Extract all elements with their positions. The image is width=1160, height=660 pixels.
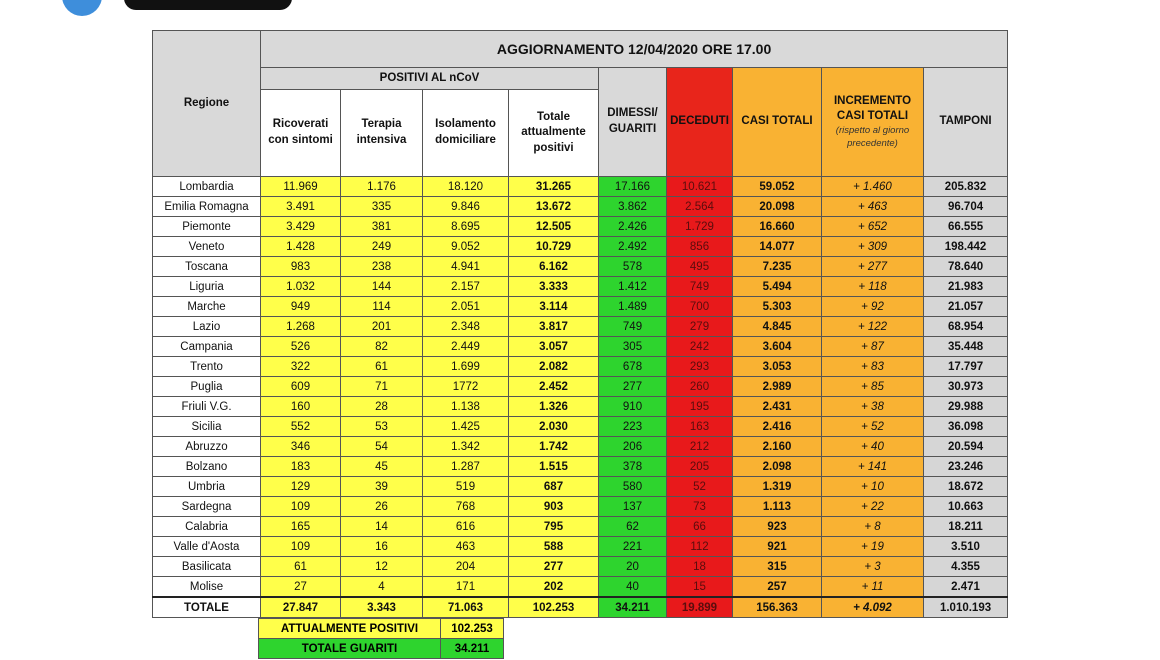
cell-regione: TOTALE [153,597,261,618]
cell-isolamento: 1.287 [423,457,509,477]
cell-isolamento: 463 [423,537,509,557]
cell-ricoverati: 109 [261,537,341,557]
cell-isolamento: 616 [423,517,509,537]
cell-dimessi: 223 [599,417,667,437]
cell-casi-totali: 2.431 [733,397,822,417]
cell-isolamento: 1.699 [423,357,509,377]
cell-terapia: 4 [341,577,423,598]
cell-regione: Liguria [153,277,261,297]
cell-deceduti: 260 [667,377,733,397]
cell-ricoverati: 949 [261,297,341,317]
cell-incremento: + 309 [822,237,924,257]
cell-deceduti: 495 [667,257,733,277]
cell-casi-totali: 5.303 [733,297,822,317]
cell-deceduti: 242 [667,337,733,357]
cell-terapia: 238 [341,257,423,277]
cell-totale-positivi: 6.162 [509,257,599,277]
cell-ricoverati: 160 [261,397,341,417]
cell-terapia: 249 [341,237,423,257]
cell-deceduti: 279 [667,317,733,337]
cell-ricoverati: 183 [261,457,341,477]
cell-casi-totali: 2.989 [733,377,822,397]
cell-casi-totali: 7.235 [733,257,822,277]
cell-totale-positivi: 1.742 [509,437,599,457]
header-incremento [822,68,924,177]
cell-regione: Molise [153,577,261,598]
cell-ricoverati: 609 [261,377,341,397]
cell-deceduti: 2.564 [667,197,733,217]
header-incremento-note: (rispetto al giorno precedente) [835,124,910,149]
header-terapia: Terapia intensiva [341,90,423,177]
cell-terapia: 54 [341,437,423,457]
header-tamponi: TAMPONI [924,68,1008,177]
cell-dimessi: 221 [599,537,667,557]
cell-dimessi: 749 [599,317,667,337]
cell-totale-positivi: 12.505 [509,217,599,237]
cell-tamponi: 4.355 [924,557,1008,577]
cell-regione: Lombardia [153,177,261,197]
cell-tamponi: 68.954 [924,317,1008,337]
cell-ricoverati: 109 [261,497,341,517]
cell-casi-totali: 3.053 [733,357,822,377]
table-row [153,557,1008,577]
cell-ricoverati: 346 [261,437,341,457]
cell-dimessi: 137 [599,497,667,517]
cell-regione: Lazio [153,317,261,337]
cell-regione: Campania [153,337,261,357]
cell-incremento: + 52 [822,417,924,437]
cell-terapia: 201 [341,317,423,337]
header-positivi-group: POSITIVI AL nCoV [261,68,599,90]
cell-totale-positivi: 3.817 [509,317,599,337]
cell-casi-totali: 3.604 [733,337,822,357]
cell-deceduti: 293 [667,357,733,377]
cell-casi-totali: 2.160 [733,437,822,457]
cell-deceduti: 700 [667,297,733,317]
cell-totale-positivi: 13.672 [509,197,599,217]
cell-totale-positivi: 588 [509,537,599,557]
cell-isolamento: 1.138 [423,397,509,417]
summary-value: 102.253 [441,619,504,639]
cell-deceduti: 18 [667,557,733,577]
summary-row [259,639,504,659]
cell-regione: Umbria [153,477,261,497]
cell-regione: Marche [153,297,261,317]
cell-regione: Basilicata [153,557,261,577]
covid-regions-table [152,30,1008,618]
cell-terapia: 3.343 [341,597,423,618]
cell-ricoverati: 322 [261,357,341,377]
cell-deceduti: 15 [667,577,733,598]
table-row [153,297,1008,317]
cell-dimessi: 2.426 [599,217,667,237]
top-bar-pill [124,0,292,10]
cell-totale-positivi: 2.082 [509,357,599,377]
cell-terapia: 16 [341,537,423,557]
table-row [153,237,1008,257]
table-row [153,477,1008,497]
cell-isolamento: 204 [423,557,509,577]
cell-tamponi: 18.672 [924,477,1008,497]
summary-value: 34.211 [441,639,504,659]
cell-tamponi: 20.594 [924,437,1008,457]
cell-incremento: + 87 [822,337,924,357]
cell-regione: Puglia [153,377,261,397]
cell-dimessi: 305 [599,337,667,357]
cell-dimessi: 20 [599,557,667,577]
cell-terapia: 1.176 [341,177,423,197]
cell-dimessi: 910 [599,397,667,417]
cell-regione: Trento [153,357,261,377]
cell-ricoverati: 3.491 [261,197,341,217]
header-dimessi: DIMESSI/ GUARITI [599,68,667,177]
cell-casi-totali: 20.098 [733,197,822,217]
cell-isolamento: 768 [423,497,509,517]
cell-isolamento: 8.695 [423,217,509,237]
header-deceduti: DECEDUTI [667,68,733,177]
cell-tamponi: 198.442 [924,237,1008,257]
header-totale-positivi: Totale attualmente positivi [509,90,599,177]
cell-ricoverati: 165 [261,517,341,537]
cell-terapia: 381 [341,217,423,237]
cell-terapia: 26 [341,497,423,517]
cell-totale-positivi: 31.265 [509,177,599,197]
cell-incremento: + 4.092 [822,597,924,618]
cell-terapia: 61 [341,357,423,377]
cell-terapia: 14 [341,517,423,537]
cell-ricoverati: 552 [261,417,341,437]
cell-incremento: + 40 [822,437,924,457]
cell-incremento: + 83 [822,357,924,377]
cell-tamponi: 18.211 [924,517,1008,537]
cell-regione: Sicilia [153,417,261,437]
cell-incremento: + 652 [822,217,924,237]
cell-totale-positivi: 2.030 [509,417,599,437]
cell-casi-totali: 1.113 [733,497,822,517]
table-row [153,397,1008,417]
table-row [153,377,1008,397]
cell-casi-totali: 2.098 [733,457,822,477]
table-row [153,417,1008,437]
cell-terapia: 28 [341,397,423,417]
cell-dimessi: 40 [599,577,667,598]
cell-ricoverati: 27.847 [261,597,341,618]
cell-incremento: + 10 [822,477,924,497]
cell-deceduti: 163 [667,417,733,437]
cell-tamponi: 78.640 [924,257,1008,277]
cell-incremento: + 38 [822,397,924,417]
cell-casi-totali: 156.363 [733,597,822,618]
header-regione: Regione [153,31,261,177]
cell-tamponi: 21.057 [924,297,1008,317]
cell-ricoverati: 11.969 [261,177,341,197]
cell-ricoverati: 1.032 [261,277,341,297]
cell-casi-totali: 921 [733,537,822,557]
table-row [153,197,1008,217]
cell-terapia: 71 [341,377,423,397]
cell-terapia: 335 [341,197,423,217]
summary-row [259,619,504,639]
cell-dimessi: 1.412 [599,277,667,297]
cell-regione: Calabria [153,517,261,537]
cell-totale-positivi: 687 [509,477,599,497]
cell-tamponi: 2.471 [924,577,1008,598]
cell-incremento: + 118 [822,277,924,297]
cell-tamponi: 30.973 [924,377,1008,397]
cell-incremento: + 8 [822,517,924,537]
cell-isolamento: 171 [423,577,509,598]
table-row [153,497,1008,517]
cell-deceduti: 66 [667,517,733,537]
cell-deceduti: 1.729 [667,217,733,237]
total-row [153,597,1008,618]
table-title: AGGIORNAMENTO 12/04/2020 ORE 17.00 [261,31,1008,68]
cell-isolamento: 4.941 [423,257,509,277]
cell-isolamento: 18.120 [423,177,509,197]
table-row [153,357,1008,377]
cell-regione: Abruzzo [153,437,261,457]
header-casi-totali: CASI TOTALI [733,68,822,177]
table-row [153,437,1008,457]
cell-tamponi: 205.832 [924,177,1008,197]
cell-casi-totali: 16.660 [733,217,822,237]
cell-incremento: + 92 [822,297,924,317]
cell-terapia: 114 [341,297,423,317]
summary-label: TOTALE GUARITI [259,639,441,659]
cell-ricoverati: 3.429 [261,217,341,237]
cell-incremento: + 1.460 [822,177,924,197]
cell-ricoverati: 1.268 [261,317,341,337]
cell-ricoverati: 983 [261,257,341,277]
cell-dimessi: 1.489 [599,297,667,317]
cell-tamponi: 36.098 [924,417,1008,437]
cell-dimessi: 580 [599,477,667,497]
cell-terapia: 12 [341,557,423,577]
cell-totale-positivi: 795 [509,517,599,537]
cell-deceduti: 856 [667,237,733,257]
cell-dimessi: 206 [599,437,667,457]
cell-dimessi: 277 [599,377,667,397]
cell-terapia: 45 [341,457,423,477]
cell-tamponi: 96.704 [924,197,1008,217]
cell-totale-positivi: 3.333 [509,277,599,297]
cell-totale-positivi: 10.729 [509,237,599,257]
cell-totale-positivi: 3.057 [509,337,599,357]
cell-deceduti: 112 [667,537,733,557]
cell-incremento: + 85 [822,377,924,397]
table-row [153,177,1008,197]
cell-deceduti: 749 [667,277,733,297]
cell-totale-positivi: 202 [509,577,599,598]
cell-isolamento: 1772 [423,377,509,397]
cell-incremento: + 141 [822,457,924,477]
cell-terapia: 53 [341,417,423,437]
cell-incremento: + 3 [822,557,924,577]
cell-deceduti: 10.621 [667,177,733,197]
cell-regione: Valle d'Aosta [153,537,261,557]
cell-tamponi: 23.246 [924,457,1008,477]
cell-isolamento: 2.051 [423,297,509,317]
table-row [153,217,1008,237]
cell-dimessi: 3.862 [599,197,667,217]
cell-casi-totali: 14.077 [733,237,822,257]
cell-terapia: 82 [341,337,423,357]
cell-tamponi: 35.448 [924,337,1008,357]
cell-dimessi: 62 [599,517,667,537]
cell-totale-positivi: 1.515 [509,457,599,477]
cell-incremento: + 22 [822,497,924,517]
cell-ricoverati: 526 [261,337,341,357]
cell-tamponi: 1.010.193 [924,597,1008,618]
cell-dimessi: 17.166 [599,177,667,197]
cell-totale-positivi: 277 [509,557,599,577]
cell-tamponi: 10.663 [924,497,1008,517]
cell-deceduti: 212 [667,437,733,457]
cell-isolamento: 2.157 [423,277,509,297]
cell-ricoverati: 129 [261,477,341,497]
cell-regione: Friuli V.G. [153,397,261,417]
cell-incremento: + 19 [822,537,924,557]
header-incremento-label: INCREMENTO CASI TOTALI [833,94,912,123]
cell-casi-totali: 315 [733,557,822,577]
cell-regione: Sardegna [153,497,261,517]
cell-isolamento: 2.348 [423,317,509,337]
table-row [153,277,1008,297]
cell-isolamento: 519 [423,477,509,497]
cell-totale-positivi: 102.253 [509,597,599,618]
header-ricoverati: Ricoverati con sintomi [261,90,341,177]
cell-tamponi: 66.555 [924,217,1008,237]
cell-regione: Toscana [153,257,261,277]
cell-tamponi: 17.797 [924,357,1008,377]
table-row [153,317,1008,337]
cell-casi-totali: 5.494 [733,277,822,297]
cell-regione: Emilia Romagna [153,197,261,217]
cell-casi-totali: 257 [733,577,822,598]
cell-regione: Veneto [153,237,261,257]
cell-tamponi: 21.983 [924,277,1008,297]
cell-totale-positivi: 1.326 [509,397,599,417]
cell-dimessi: 34.211 [599,597,667,618]
summary-table [258,618,504,659]
cell-totale-positivi: 3.114 [509,297,599,317]
cell-totale-positivi: 2.452 [509,377,599,397]
cell-tamponi: 29.988 [924,397,1008,417]
cell-isolamento: 1.425 [423,417,509,437]
cell-deceduti: 52 [667,477,733,497]
cell-dimessi: 678 [599,357,667,377]
cell-deceduti: 195 [667,397,733,417]
cell-isolamento: 2.449 [423,337,509,357]
header-isolamento: Isolamento domiciliare [423,90,509,177]
cell-casi-totali: 923 [733,517,822,537]
cell-tamponi: 3.510 [924,537,1008,557]
cell-dimessi: 378 [599,457,667,477]
table-row [153,337,1008,357]
cell-casi-totali: 59.052 [733,177,822,197]
cell-isolamento: 1.342 [423,437,509,457]
cell-isolamento: 71.063 [423,597,509,618]
cell-deceduti: 73 [667,497,733,517]
cell-regione: Piemonte [153,217,261,237]
cell-incremento: + 463 [822,197,924,217]
table-row [153,517,1008,537]
cell-casi-totali: 2.416 [733,417,822,437]
cell-casi-totali: 4.845 [733,317,822,337]
cell-deceduti: 205 [667,457,733,477]
table-row [153,457,1008,477]
cell-incremento: + 11 [822,577,924,598]
cell-totale-positivi: 903 [509,497,599,517]
summary-label: ATTUALMENTE POSITIVI [259,619,441,639]
cell-ricoverati: 1.428 [261,237,341,257]
cell-dimessi: 578 [599,257,667,277]
app-logo [62,0,102,16]
cell-ricoverati: 27 [261,577,341,598]
cell-terapia: 144 [341,277,423,297]
cell-ricoverati: 61 [261,557,341,577]
cell-deceduti: 19.899 [667,597,733,618]
cell-isolamento: 9.846 [423,197,509,217]
cell-dimessi: 2.492 [599,237,667,257]
table-row [153,577,1008,598]
cell-terapia: 39 [341,477,423,497]
cell-incremento: + 122 [822,317,924,337]
cell-incremento: + 277 [822,257,924,277]
cell-regione: Bolzano [153,457,261,477]
cell-isolamento: 9.052 [423,237,509,257]
table-row [153,537,1008,557]
table-row [153,257,1008,277]
cell-casi-totali: 1.319 [733,477,822,497]
